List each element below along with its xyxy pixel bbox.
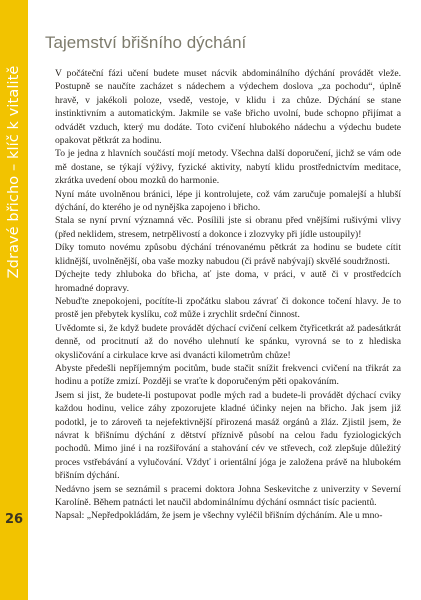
- paragraph: Nedávno jsem se seznámil s pracemi doktora Johna Seskevitche z univerzity v Severní Karolíně. Během patnácti let naučil abdominálnímu dýchání osmnáct tisíc pacientů.: [55, 483, 401, 508]
- chapter-title: Tajemství břišního dýchání: [45, 33, 247, 52]
- paragraph: Nebuďte znepokojeni, pocítíte-li zpočátku slabou závrať či dokonce točení hlavy. Je to prostě jen přebytek kyslíku, což může i zrychlit srdeční činnost.: [55, 295, 401, 321]
- page-number: 26: [4, 512, 24, 527]
- paragraph: Nyní máte uvolněnou bránici, lépe ji kontrolujete, což vám zaručuje pomalejší a hlubší dýchání, do kterého je od nynějška zapojeno i břicho.: [55, 188, 401, 214]
- paragraph: Napsal: „Nepředpokládám, že jsem je všechny vyléčil břišním dýcháním. Ale u mno-: [55, 510, 383, 522]
- paragraph: Díky tomuto novému způsobu dýchání trénovanému pětkrát za hodinu se budete cítit klidnější, uvolněnější, oba vaše mozky nabudou (či právě nabývají) skvělé soudržnosti.: [55, 242, 401, 267]
- paragraph: Stala se nyní první významná věc. Posílili jste si obranu před vnějšími rušivými vlivy (před neklidem, stresem, netrpělivostí a dokonce i zlozvyky při jídle ustoupily)!: [55, 215, 401, 240]
- paragraph: To je jedna z hlavních součástí mojí metody. Všechna další doporučení, jichž se vám ode mě dostane, se týkají výživy, fyzické aktivity, nabytí klidu prostřednictvím meditace, zkrátka uvedení obou mozků do harmonie.: [55, 148, 401, 187]
- paragraph: Uvědomte si, že když budete provádět dýchací cvičení celkem čtyřicetkrát až padesátkrát denně, od procitnutí až do nového ulehnutí ke spánku, vyrovná se to z hlediska okysličování a cirkulace krve asi dvanácti kilometrům chůze!: [55, 322, 401, 361]
- paragraph: Dýchejte tedy zhluboka do břicha, ať jste doma, v práci, v autě či v prostředcích hromadné dopravy.: [55, 269, 401, 294]
- body-text: [55, 67, 401, 592]
- paragraph: V počáteční fázi učení budete muset nácvik abdominálního dýchání provádět vleže. Postupně se naučíte zacházet s nádechem a výdechem doslova „za pochodu“, úplně hravě, v jakékoli poloze, vsedě, vestoje, v klidu i za chůze. Dýchání se stane instinktivním a automatickým. Jakmile se vaše břicho uvolní, bude schopno přijímat a odvádět vzduch, který mu dodáte. Toto cvičení hlubokého nádechu a výdechu budete opakovat pětkrát za hodinu.: [55, 68, 401, 147]
- paragraph: Jsem si jist, že budete-li postupovat podle mých rad a budete-li provádět dýchací cviky každou hodinu, velice záhy zpozorujete kladné účinky nejen na břicho. Jak jsem již podotkl, je to zároveň ta nejefektivnější přirozená masáž orgánů a žláz. Zjistil jsem, že návrat k břišnímu dýchání z dětství příznivě působí na celou řadu fyziologických pochodů. Mimo jiné i na rozšiřování a stahování cév ve střevech, což zlepšuje důležitý proces vstřebávání a vylučování. Vždyť i orientální jóga je založena právě na hlubokém břišním dýchání.: [55, 389, 401, 482]
- running-title: Zdravé břicho – klíč k vitalitě: [6, 65, 22, 279]
- paragraph: Abyste předešli nepříjemným pocitům, bude stačit snížit frekvenci cvičení na třikrát za hodinu a potíže zmizí. Později se vraťte k doporučeným pěti opakováním.: [55, 362, 401, 388]
- side-band: [0, 0, 28, 600]
